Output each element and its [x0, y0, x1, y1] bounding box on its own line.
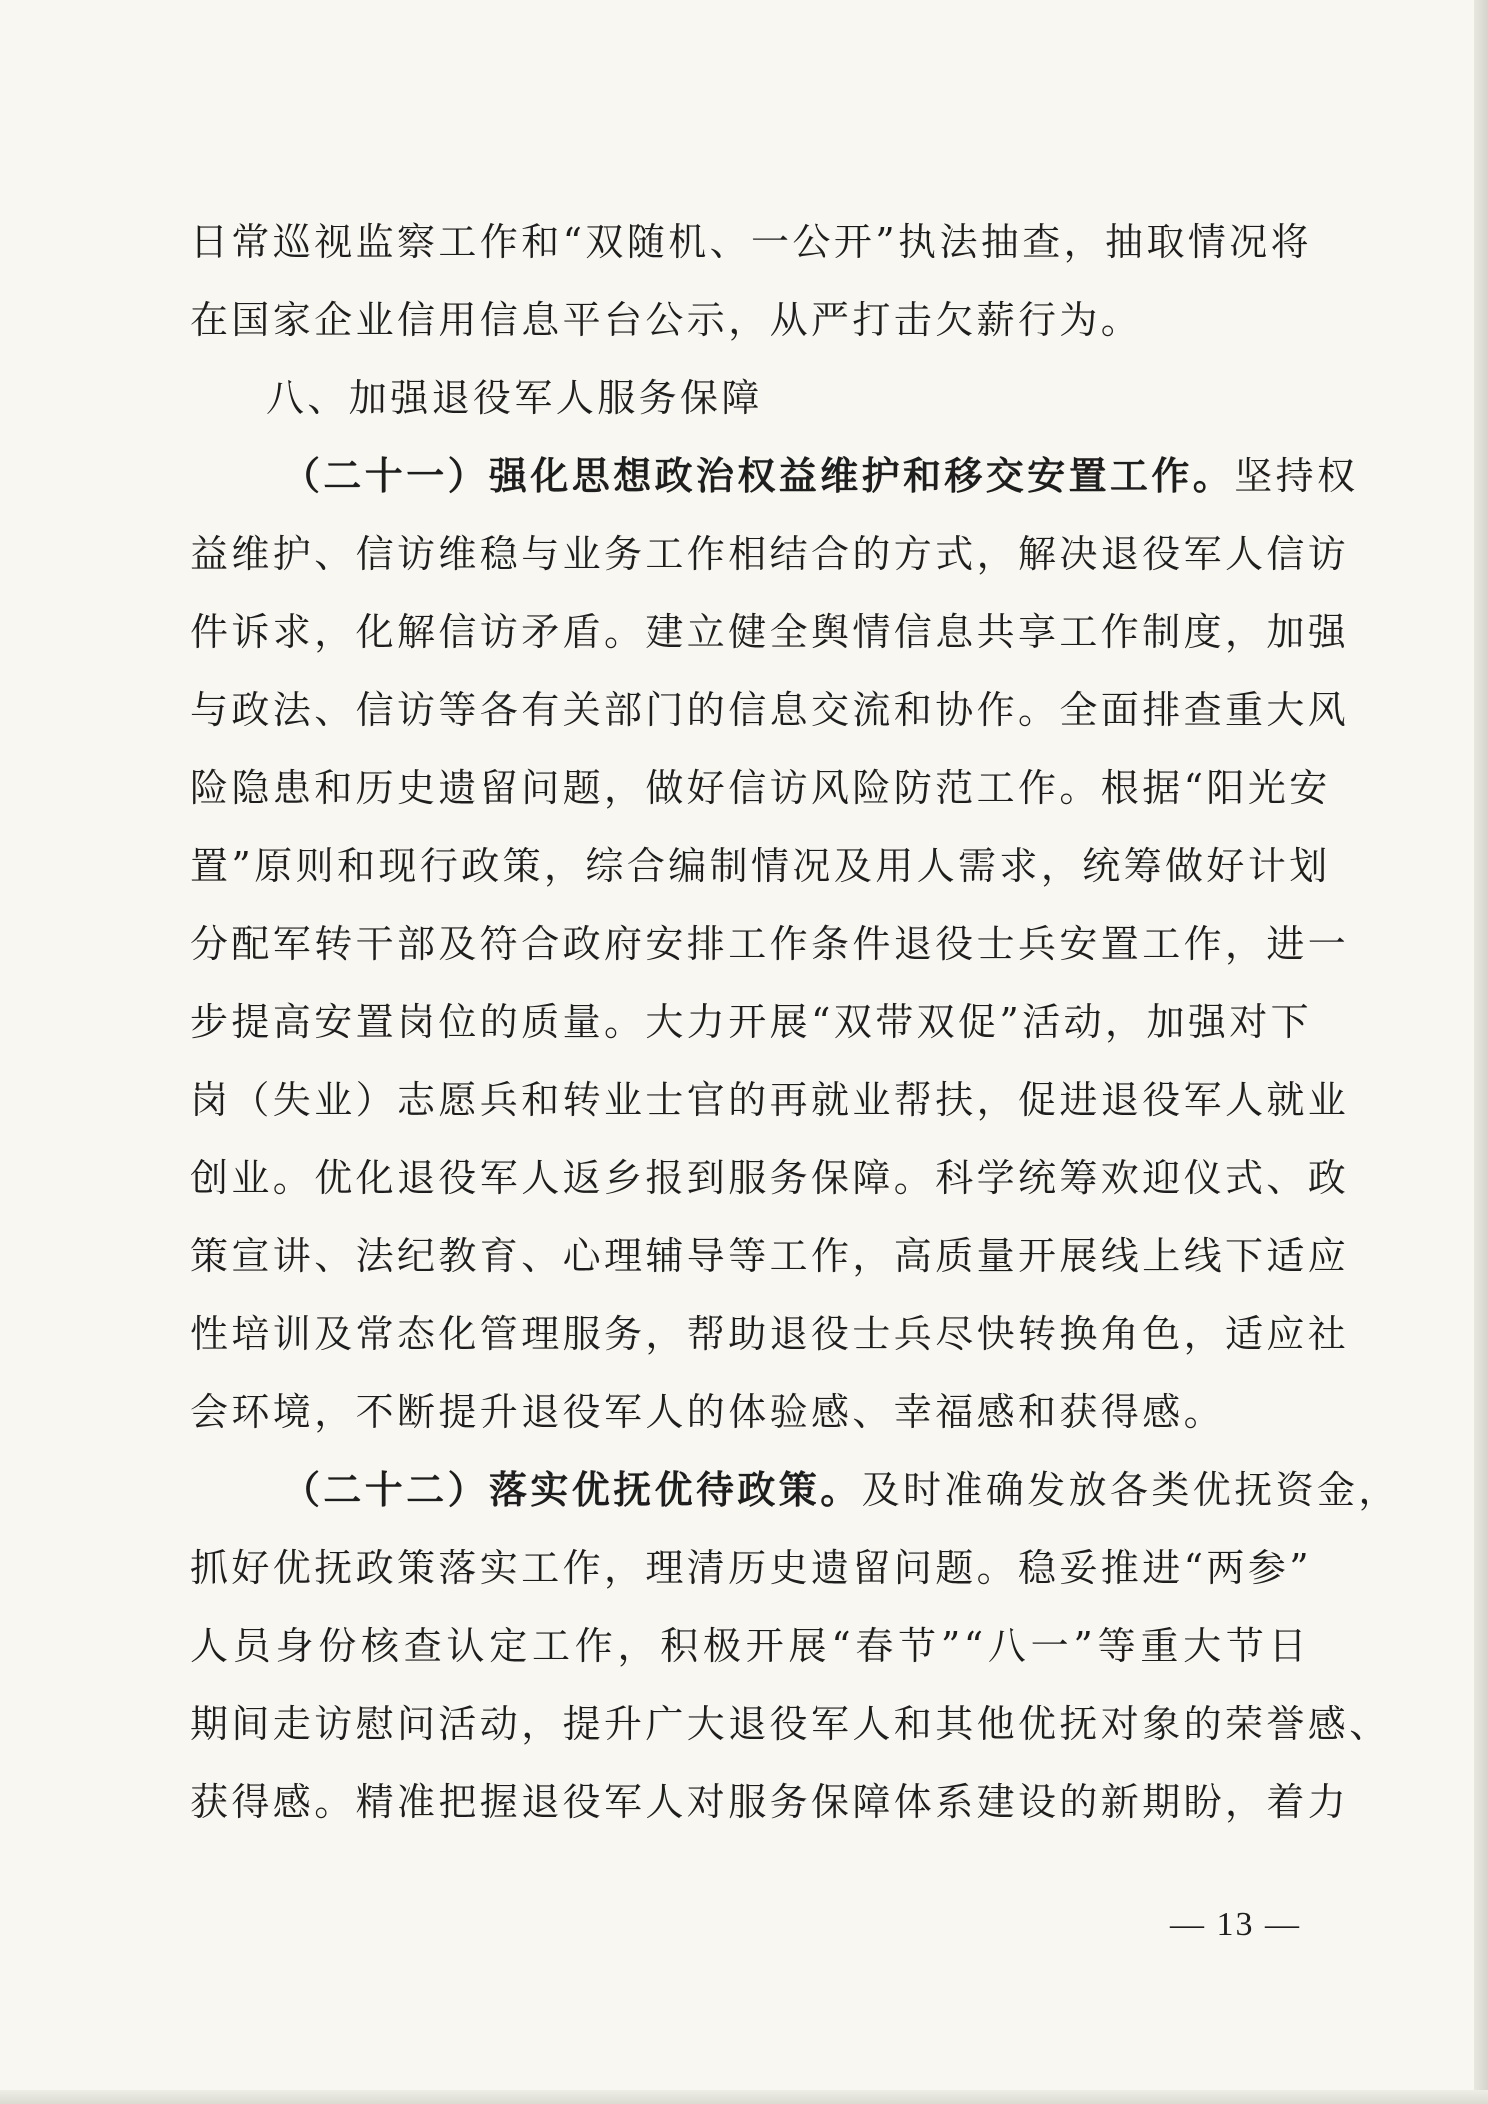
page-number: — 13 — — [1170, 1906, 1301, 1943]
text-line: 性培训及常态化管理服务，帮助退役士兵尽快转换角色，适应社 — [190, 1312, 1350, 1356]
text-line: 抓好优抚政策落实工作，理清历史遗留问题。稳妥推进“两参” — [190, 1546, 1313, 1590]
text-line: 益维护、信访维稳与业务工作相结合的方式，解决退役军人信访 — [190, 532, 1350, 576]
subsection-title: （二十一）强化思想政治权益维护和移交安置工作。 — [282, 453, 1235, 498]
text-line: 置”原则和现行政策，综合编制情况及用人需求，统筹做好计划 — [190, 844, 1331, 888]
paragraph-first-line: （二十一）强化思想政治权益维护和移交安置工作。坚持权 — [282, 453, 1359, 498]
scan-edge-bottom — [0, 2090, 1488, 2104]
text-line: 步提高安置岗位的质量。大力开展“双带双促”活动，加强对下 — [190, 1000, 1313, 1044]
scan-edge-right — [1474, 0, 1488, 2104]
text-line: 分配军转干部及符合政府安排工作条件退役士兵安置工作，进一 — [190, 922, 1350, 966]
text-line: 期间走访慰问活动，提升广大退役军人和其他优抚对象的荣誉感、 — [190, 1702, 1391, 1746]
text-line: 岗（失业）志愿兵和转业士官的再就业帮扶，促进退役军人就业 — [190, 1078, 1350, 1122]
text-line: 与政法、信访等各有关部门的信息交流和协作。全面排查重大风 — [190, 688, 1350, 732]
text-line: 日常巡视监察工作和“双随机、一公开”执法抽查，抽取情况将 — [190, 220, 1313, 264]
text-line: 获得感。精准把握退役军人对服务保障体系建设的新期盼，着力 — [190, 1780, 1350, 1824]
text-line: 在国家企业信用信息平台公示，从严打击欠薪行为。 — [190, 298, 1143, 342]
text-line: 险隐患和历史遗留问题，做好信访风险防范工作。根据“阳光安 — [190, 766, 1331, 810]
paragraph-first-line: （二十二）落实优抚优待政策。及时准确发放各类优抚资金， — [282, 1467, 1400, 1512]
text-line: 件诉求，化解信访矛盾。建立健全舆情信息共享工作制度，加强 — [190, 610, 1350, 654]
text-line: 会环境，不断提升退役军人的体验感、幸福感和获得感。 — [190, 1390, 1226, 1434]
text-line: 创业。优化退役军人返乡报到服务保障。科学统筹欢迎仪式、政 — [190, 1156, 1350, 1200]
text-line: 策宣讲、法纪教育、心理辅导等工作，高质量开展线上线下适应 — [190, 1234, 1350, 1278]
section-heading: 八、加强退役军人服务保障 — [266, 376, 763, 420]
subsection-title: （二十二）落实优抚优待政策。 — [282, 1467, 862, 1512]
text-line: 人员身份核查认定工作，积极开展“春节”“八一”等重大节日 — [190, 1624, 1310, 1668]
